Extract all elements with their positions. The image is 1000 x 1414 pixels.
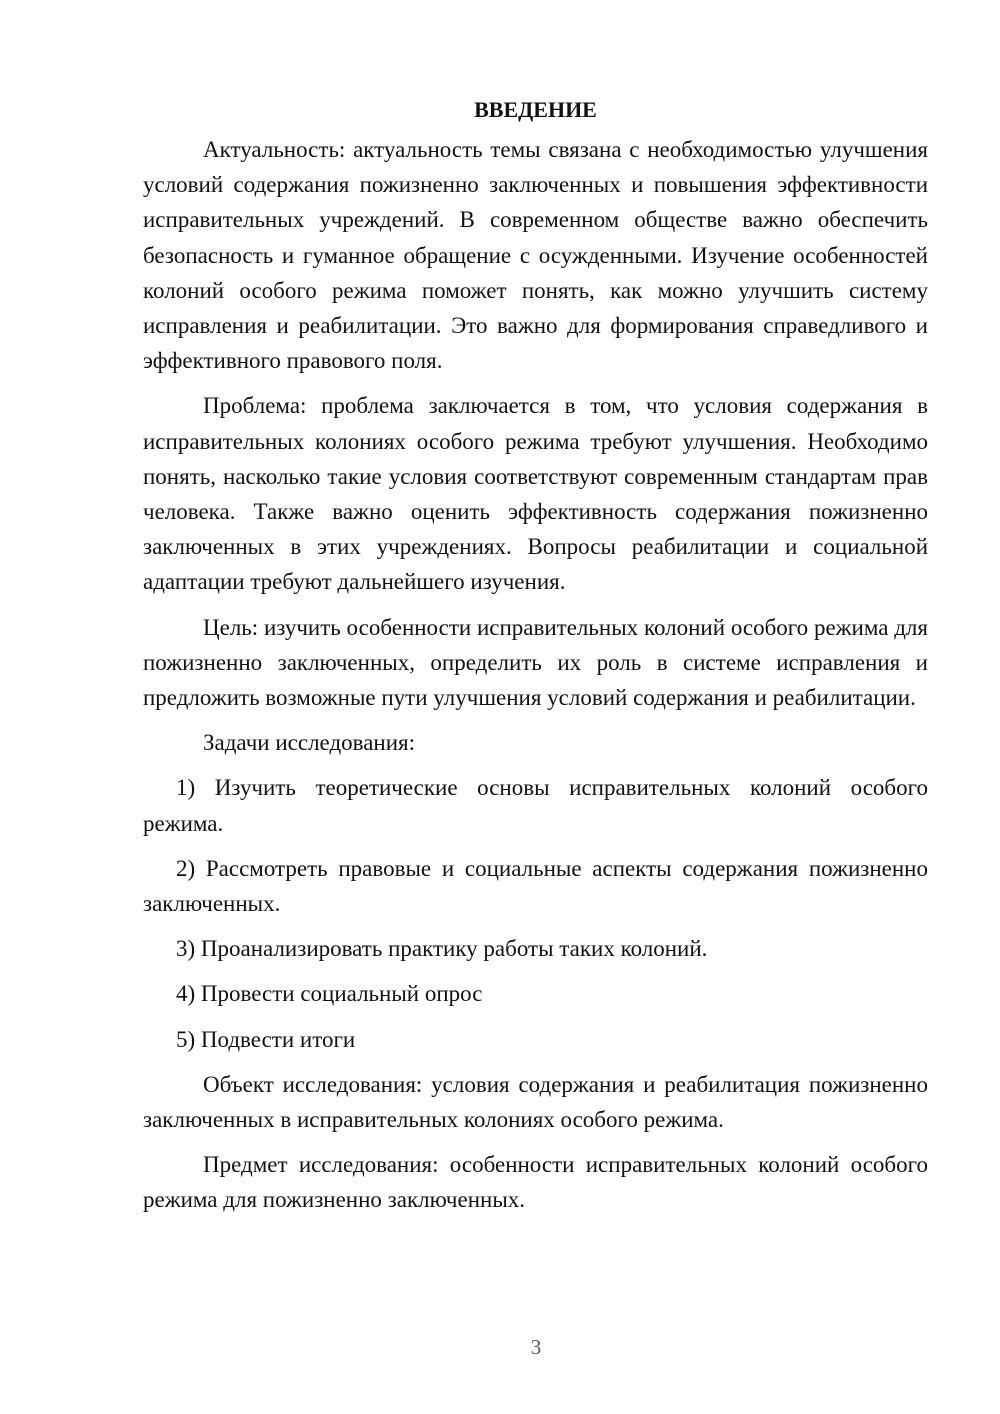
task-item-1: 1) Изучить теоретические основы исправительных колоний особого режима. bbox=[143, 775, 928, 836]
relevance-paragraph: Актуальность: актуальность темы связана с необходимостью улучшения условий содержания пожизненно заключенных и повышения эффективности исправительных учреждений. В современном обществе важно обеспечить безопасность и гуманное обращение с осужденными. Изучение особенностей колоний особого режима поможет понять, как можно улучшить систему исправления и реабилитации. Это важно для формирования справедливого и эффективного правового поля. bbox=[143, 137, 928, 374]
problem-paragraph: Проблема: проблема заключается в том, что условия содержания в исправительных колониях особого режима требуют улучшения. Необходимо понять, насколько такие условия соответствуют современным стандартам прав человека. Также важно оценить эффективность содержания пожизненно заключенных в этих учреждениях. Вопросы реабилитации и социальной адаптации требуют дальнейшего изучения. bbox=[143, 393, 928, 595]
goal-paragraph: Цель: изучить особенности исправительных колоний особого режима для пожизненно заключенных, определить их роль в системе исправления и предложить возможные пути улучшения условий содержания и реабилитации. bbox=[143, 614, 928, 711]
task-item-3: 3) Проанализировать практику работы таких колоний. bbox=[176, 936, 708, 962]
task-item-5: 5) Подвести итоги bbox=[176, 1026, 356, 1052]
tasks-label: Задачи исследования: bbox=[203, 730, 416, 756]
object-paragraph: Объект исследования: условия содержания и реабилитация пожизненно заключенных в исправительных колониях особого режима. bbox=[143, 1071, 928, 1133]
page-title: ВВЕДЕНИЕ bbox=[474, 97, 597, 122]
task-item-2: 2) Рассмотреть правовые и социальные аспекты содержания пожизненно заключенных. bbox=[143, 855, 928, 917]
document-body bbox=[143, 92, 928, 1228]
subject-paragraph: Предмет исследования: особенности исправительных колоний особого режима для пожизненно заключенных. bbox=[143, 1152, 928, 1213]
task-item-4: 4) Провести социальный опрос bbox=[176, 981, 483, 1007]
page-number: 3 bbox=[530, 1335, 542, 1359]
